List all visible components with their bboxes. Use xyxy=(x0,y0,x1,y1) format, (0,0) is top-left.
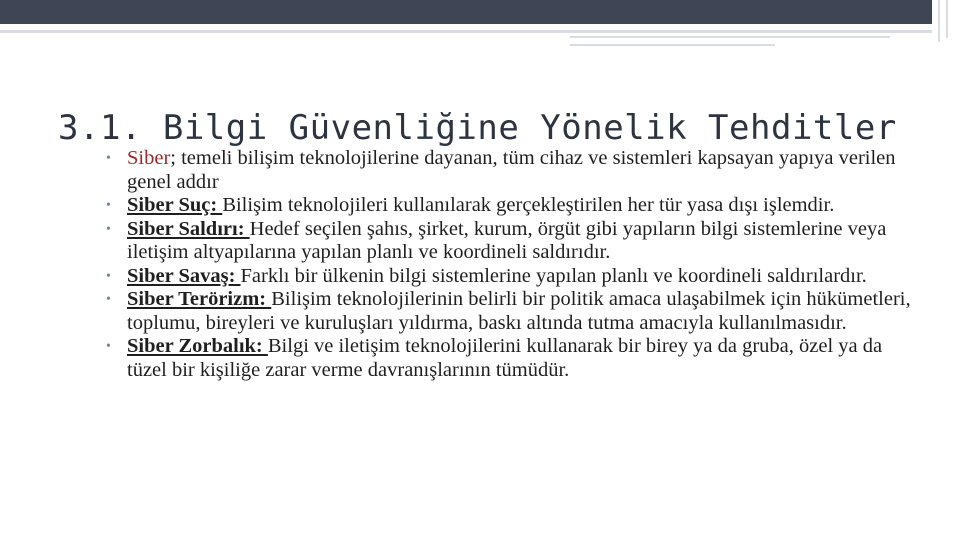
list-item xyxy=(106,265,926,289)
bullet-icon: • xyxy=(106,221,111,237)
item-text: Farklı bir ülkenin bilgi sistemlerine yapılan planlı ve koordineli saldırılardır. xyxy=(240,264,867,287)
bullet-icon: • xyxy=(106,339,111,354)
corner-decoration xyxy=(932,0,960,45)
item-term: Siber xyxy=(127,147,171,169)
item-text: Hedef seçilen şahıs, şirket, kurum, örgüt gibi yapıların bilgi sistemlerine veya iletişim altyapılarına yapılan planlı ve koordineli saldırıdır. xyxy=(127,217,887,263)
top-decorative-line xyxy=(0,30,960,33)
bullet-list xyxy=(106,147,926,382)
top-decorative-line-short xyxy=(570,36,890,38)
item-text: Bilgi ve iletişim teknolojilerini kullanarak bir birey ya da gruba, özel ya da tüzel bir kişiliğe zarar verme davranışlarının tümüdür. xyxy=(127,335,883,381)
item-term: Siber Zorbalık: xyxy=(127,335,268,357)
list-item xyxy=(106,288,926,335)
top-decorative-line-shorter xyxy=(570,44,775,46)
bullet-icon: • xyxy=(106,268,111,284)
list-item xyxy=(106,194,926,218)
item-term: Siber Saldırı: xyxy=(127,217,250,240)
bullet-icon: • xyxy=(106,292,111,307)
item-text: Bilişim teknolojilerinin belirli bir politik amaca ulaşabilmek için hükümetleri, toplumu, bireyleri ve kuruluşları yıldırma, baskı altında tutma amacıyla kullanılmasıdır. xyxy=(127,288,911,334)
item-term: Siber Suç: xyxy=(127,194,223,216)
item-text: Bilişim teknolojileri kullanılarak gerçekleştirilen her tür yasa dışı işlemdir. xyxy=(222,194,835,216)
item-term: Siber Terörizm: xyxy=(127,288,272,310)
list-item xyxy=(106,218,926,265)
list-item xyxy=(106,147,926,194)
item-term: Siber Savaş: xyxy=(127,264,241,287)
item-text: ; temeli bilişim teknolojilerine dayanan, tüm cihaz ve sistemleri kapsayan yapıya verilen genel addır xyxy=(127,147,896,193)
bullet-icon: • xyxy=(106,151,111,166)
list-item xyxy=(106,335,926,382)
top-decorative-bar xyxy=(0,0,960,24)
slide-title: 3.1. Bilgi Güvenliğine Yönelik Tehditler xyxy=(58,108,897,148)
bullet-icon: • xyxy=(106,198,111,213)
